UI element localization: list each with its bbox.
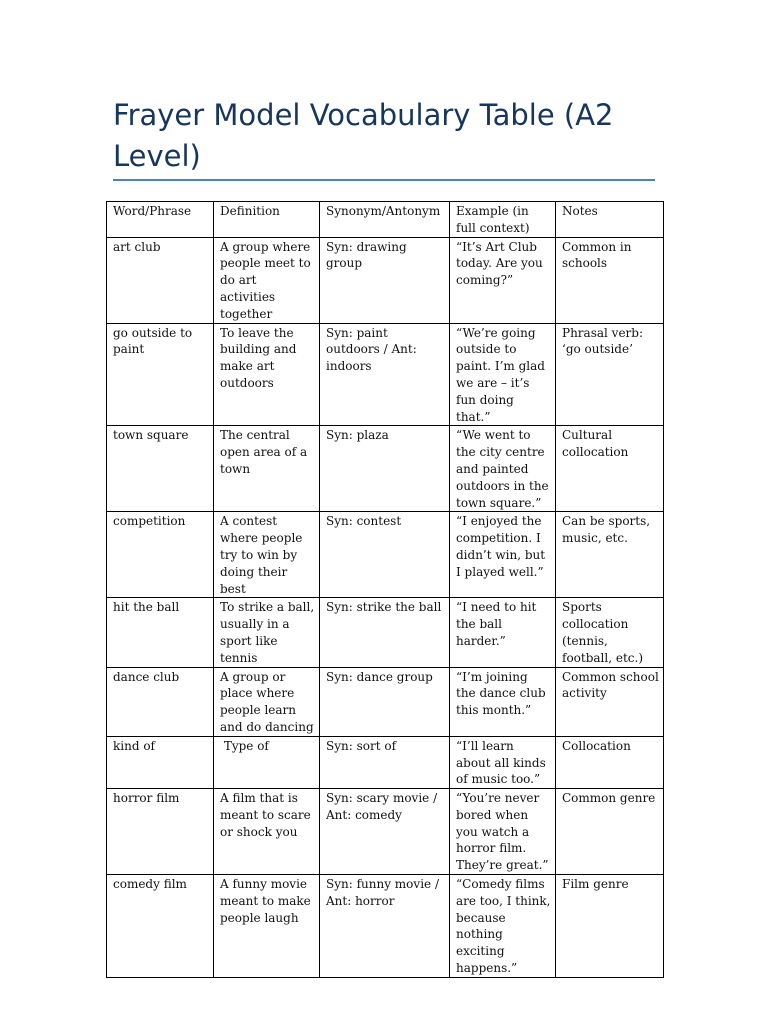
cell-synonym-antonym: Syn: funny movie / Ant: horror xyxy=(320,875,450,978)
cell-synonym-antonym: Syn: dance group xyxy=(320,667,450,736)
cell-example: “You’re never bored when you watch a horror film. They’re great.” xyxy=(450,789,556,875)
cell-word-phrase: kind of xyxy=(107,736,214,788)
vocabulary-table xyxy=(106,201,664,978)
cell-definition: The central open area of a town xyxy=(214,426,320,512)
cell-notes: Common genre xyxy=(556,789,664,875)
cell-definition: To leave the building and make art outdoors xyxy=(214,323,320,426)
cell-word-phrase: dance club xyxy=(107,667,214,736)
cell-notes: Common school activity xyxy=(556,667,664,736)
table-row xyxy=(107,875,664,978)
title-divider xyxy=(113,179,655,181)
cell-definition: A contest where people try to win by doing their best xyxy=(214,512,320,598)
cell-example: “I’ll learn about all kinds of music too.” xyxy=(450,736,556,788)
cell-word-phrase: town square xyxy=(107,426,214,512)
table-row xyxy=(107,512,664,598)
column-header-word-phrase: Word/Phrase xyxy=(107,202,214,238)
column-header-synonym-antonym: Synonym/Antonym xyxy=(320,202,450,238)
cell-synonym-antonym: Syn: plaza xyxy=(320,426,450,512)
cell-example: “I need to hit the ball harder.” xyxy=(450,598,556,667)
cell-synonym-antonym: Syn: strike the ball xyxy=(320,598,450,667)
cell-example: “Comedy films are too, I think, because nothing exciting happens.” xyxy=(450,875,556,978)
page-title: Frayer Model Vocabulary Table (A2 Level) xyxy=(113,98,614,173)
table-row xyxy=(107,789,664,875)
cell-notes: Phrasal verb: ‘go outside’ xyxy=(556,323,664,426)
cell-example: “We went to the city centre and painted outdoors in the town square.” xyxy=(450,426,556,512)
cell-example: “We’re going outside to paint. I’m glad we are – it’s fun doing that.” xyxy=(450,323,556,426)
cell-notes: Film genre xyxy=(556,875,664,978)
column-header-notes: Notes xyxy=(556,202,664,238)
cell-definition: A film that is meant to scare or shock you xyxy=(214,789,320,875)
cell-word-phrase: hit the ball xyxy=(107,598,214,667)
cell-synonym-antonym: Syn: contest xyxy=(320,512,450,598)
cell-word-phrase: comedy film xyxy=(107,875,214,978)
cell-synonym-antonym: Syn: sort of xyxy=(320,736,450,788)
cell-example: “I enjoyed the competition. I didn’t win, but I played well.” xyxy=(450,512,556,598)
cell-synonym-antonym: Syn: drawing group xyxy=(320,237,450,323)
cell-word-phrase: go outside to paint xyxy=(107,323,214,426)
cell-example: “It’s Art Club today. Are you coming?” xyxy=(450,237,556,323)
cell-definition: A funny movie meant to make people laugh xyxy=(214,875,320,978)
cell-synonym-antonym: Syn: scary movie / Ant: comedy xyxy=(320,789,450,875)
cell-notes: Can be sports, music, etc. xyxy=(556,512,664,598)
table-row xyxy=(107,667,664,736)
cell-notes: Collocation xyxy=(556,736,664,788)
table-header-row xyxy=(107,202,664,238)
column-header-definition: Definition xyxy=(214,202,320,238)
cell-notes: Cultural collocation xyxy=(556,426,664,512)
cell-word-phrase: competition xyxy=(107,512,214,598)
table-row xyxy=(107,736,664,788)
cell-synonym-antonym: Syn: paint outdoors / Ant: indoors xyxy=(320,323,450,426)
table-row xyxy=(107,237,664,323)
column-header-example: Example (in full context) xyxy=(450,202,556,238)
table-row xyxy=(107,323,664,426)
cell-notes: Common in schools xyxy=(556,237,664,323)
cell-example: “I’m joining the dance club this month.” xyxy=(450,667,556,736)
cell-definition: A group where people meet to do art activities together xyxy=(214,237,320,323)
cell-word-phrase: art club xyxy=(107,237,214,323)
cell-definition: A group or place where people learn and do dancing xyxy=(214,667,320,736)
cell-word-phrase: horror film xyxy=(107,789,214,875)
cell-definition: To strike a ball, usually in a sport like tennis xyxy=(214,598,320,667)
cell-definition: Type of xyxy=(214,736,320,788)
table-row xyxy=(107,598,664,667)
table-row xyxy=(107,426,664,512)
cell-notes: Sports collocation (tennis, football, etc.) xyxy=(556,598,664,667)
